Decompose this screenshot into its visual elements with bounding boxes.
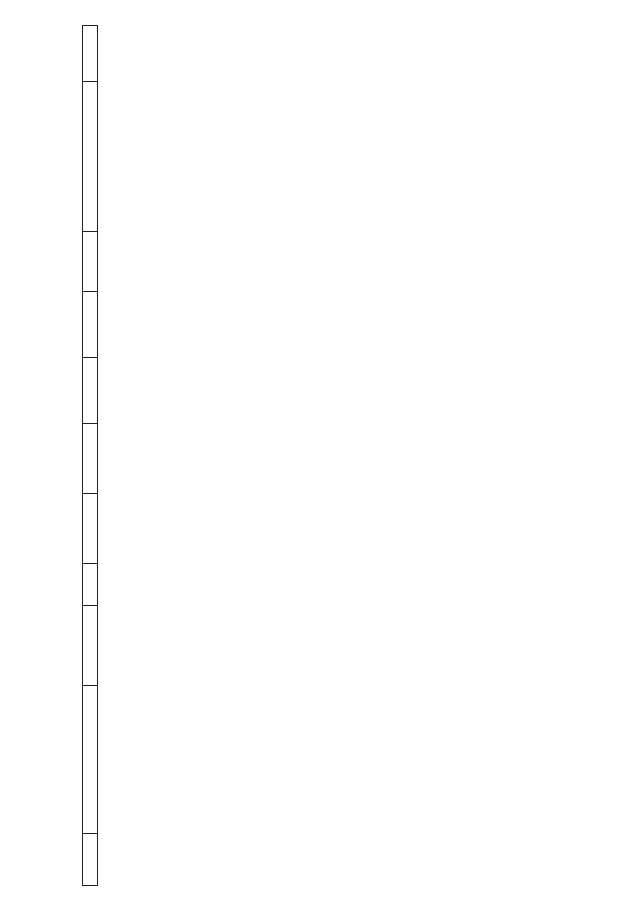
header-cell [83,292,98,358]
header-cell [83,606,98,686]
header-cell [83,564,98,606]
program-table [82,25,98,886]
rotated-table-container [82,26,577,886]
header-cell [83,494,98,564]
header-cell [83,358,98,424]
header-cell [83,232,98,292]
header-cell [83,26,98,82]
header-row [83,26,98,886]
table-body [83,26,98,886]
header-cell [83,424,98,494]
header-cell [83,834,98,886]
header-cell [83,82,98,232]
header-cell [83,686,98,834]
